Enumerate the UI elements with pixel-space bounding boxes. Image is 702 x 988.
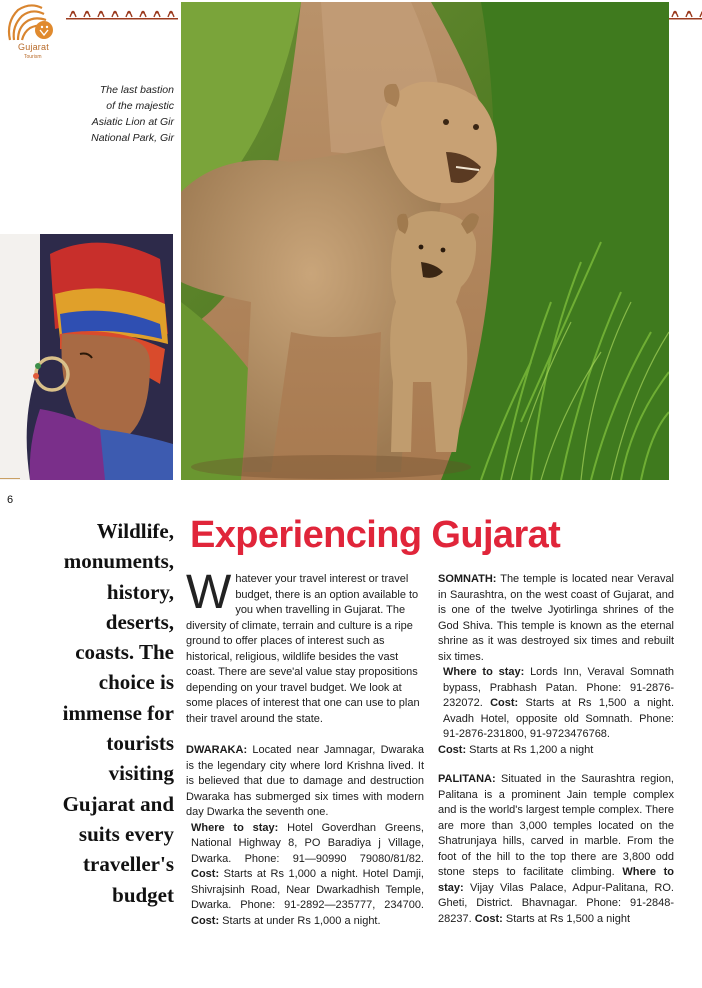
stay-label: Where to stay: xyxy=(438,866,675,894)
cost-label: Cost: xyxy=(474,912,503,925)
dwaraka-stay xyxy=(186,821,424,930)
pull-quote-line: suits every xyxy=(78,821,174,846)
cost-text: Starts at Rs 1,500 a night. Avadh Hotel, opposite old Somnath. Phone: 91-2876-231800, 91-9723476768. xyxy=(443,697,675,740)
stay-text: Hotel Goverdhan Greens, National Highway 8, PO Baradiya j Village, Dwarka. Phone: 91—90990 79080/81/82. xyxy=(191,821,424,865)
cost-label: Cost: xyxy=(490,697,519,709)
cost-text: Starts at Rs 1,500 a night xyxy=(505,912,631,925)
cost-label: Cost: xyxy=(191,914,220,927)
cost-text: Starts at Rs 1,000 a night. Hotel Damji, Shivrajsinh Road, Near Dwarkadhish Temple, Dwarka. Phone: 91-2892—235777, 234700. xyxy=(191,868,424,911)
intro-paragraph xyxy=(186,566,424,727)
somnath-stay xyxy=(438,665,674,743)
article-title: Experiencing Gujarat xyxy=(190,514,561,556)
border-motif xyxy=(112,12,118,18)
pull-quote-line: monuments, xyxy=(63,549,174,574)
gujarat-tourism-logo xyxy=(0,0,64,66)
border-motif xyxy=(98,12,104,18)
pull-quote-line: choice is xyxy=(98,670,174,695)
caption-line: Asiatic Lion at Gir xyxy=(91,116,174,128)
stay-label: Where to stay: xyxy=(191,821,279,834)
border-motif xyxy=(70,12,76,18)
logo-sub: Tourism xyxy=(24,54,42,60)
page-number: 6 xyxy=(7,494,14,506)
cost-text: Starts at under Rs 1,000 a night. xyxy=(222,914,381,927)
somnath-cost2 xyxy=(438,743,674,759)
pull-quote-line: coasts. The xyxy=(75,640,174,665)
border-motif xyxy=(154,12,160,18)
pull-quote-line: immense for xyxy=(62,700,174,725)
palitana-section xyxy=(438,772,674,927)
stay-label: Where to stay: xyxy=(443,666,525,678)
cost-label: Cost: xyxy=(191,868,220,880)
logo-name: Gujarat xyxy=(18,42,49,52)
pull-quote-line: deserts, xyxy=(105,609,174,634)
palitana-heading: PALITANA: xyxy=(438,773,496,785)
palitana-text: Situated in the Saurashtra region, Palitana is a prominent Jain temple complex and is the world's largest temple complex. There are more than 3,000 temples located on the Shatrunjaya hills, carved in marble. From the foot of the hill to the top there are 3,800 odd stone steps to facilitate climbing. xyxy=(438,773,674,878)
pull-quote-line: tourists xyxy=(106,731,174,756)
somnath-section xyxy=(438,572,674,665)
caption-line: of the majestic xyxy=(106,100,174,112)
stay-text: Lords Inn, Veraval Somnath bypass, Prabhash Patan. Phone: 91-2876-232072. xyxy=(443,666,675,709)
cost-label: Cost: xyxy=(438,743,467,756)
intro-text: hatever your travel interest or travel budget, there is an option available to you when travelling in Gujarat. The diversity of climate, terrain and culture is a ripe ground to offer places of interest such as historical, religious, wildlife besides the vast coast. There are seve'al value stay propositions depending on your travel budget. We look at some places of interest that one can use to plan their travel around the state. xyxy=(186,573,420,725)
pull-quote-line: Gujarat and xyxy=(62,791,174,816)
divider xyxy=(0,478,20,479)
article-column-left xyxy=(186,566,424,929)
article-column-right xyxy=(438,572,674,927)
caption-line: National Park, Gir xyxy=(91,132,174,144)
border-motif xyxy=(672,12,678,18)
pull-quote-line: history, xyxy=(106,579,174,604)
somnath-heading: SOMNATH: xyxy=(438,573,497,585)
drop-cap: W xyxy=(186,566,232,619)
decorative-border-left xyxy=(66,6,178,20)
border-motif xyxy=(84,12,90,18)
decorative-border-right xyxy=(668,6,702,20)
somnath-text: The temple is located near Veraval in Saurashtra, on the west coast of Gujarat, and is one of the twelve Jyotirlinga shrines of the God Shiva. This temple is known as the eternal shrine as it was destroyed six times and rebuilt six times. xyxy=(438,573,675,663)
woman-portrait-photo xyxy=(0,234,173,480)
pull-quote-line: Wildlife, xyxy=(96,519,174,543)
lion-photo xyxy=(181,2,669,480)
pull-quote-line: budget xyxy=(112,882,174,907)
lion-emblem-icon xyxy=(0,0,64,44)
photo-caption xyxy=(60,82,174,146)
dwaraka-heading: DWARAKA: xyxy=(186,744,248,756)
caption-line: The last bastion xyxy=(99,84,174,96)
border-motif xyxy=(140,12,146,18)
dwaraka-section xyxy=(186,743,424,821)
stay-text: Vijay Vilas Palace, Adpur-Palitana, RO. Gheti, District. Bhavnagar. Phone: 91-2848-28237. xyxy=(438,881,674,925)
pull-quote-line: traveller's xyxy=(83,852,174,877)
pull-quote-line: visiting xyxy=(108,761,174,786)
border-motif xyxy=(126,12,132,18)
cost-text: Starts at Rs 1,200 a night xyxy=(469,743,594,756)
pull-quote xyxy=(20,516,174,910)
border-motif xyxy=(168,12,174,18)
border-motif xyxy=(686,12,692,18)
dwaraka-text: Located near Jamnagar, Dwaraka is the legendary city where lord Krishna lived. It is believed that due to damage and destruction Dwaraka has submerged six times with modern day Dwarka the seventh one. xyxy=(186,744,424,818)
